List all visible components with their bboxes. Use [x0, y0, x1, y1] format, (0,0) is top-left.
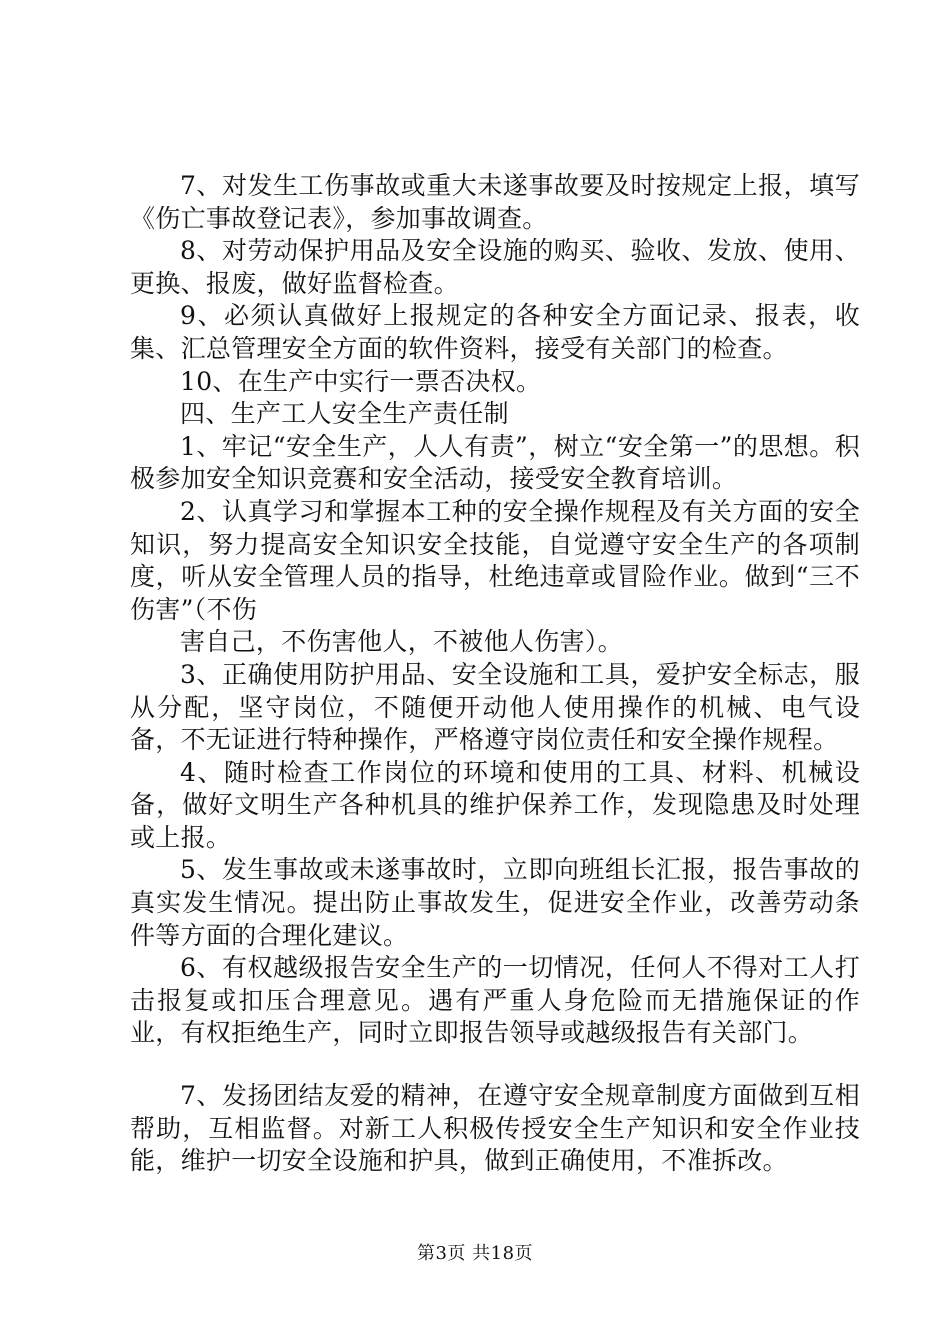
paragraph-item-1-remember-safety: 1、牢记“安全生产，人人有责”，树立“安全第一”的思想。积极参加安全知识竞赛和安全活动，接受安全教育培训。 [130, 431, 860, 494]
paragraph-item-7-mutual-help: 7、发扬团结友爱的精神，在遵守安全规章制度方面做到互相帮助，互相监督。对新工人积极传授安全生产知识和安全作业技能，维护一切安全设施和护具，做到正确使用，不准拆改。 [130, 1081, 860, 1176]
page-number-footer: 第3页 共18页 [416, 1243, 534, 1264]
paragraph-item-3-use-protection: 3、正确使用防护用品、安全设施和工具，爱护安全标志，服从分配，坚守岗位，不随便开动他人使用操作的机械、电气设备，不无证进行特种操作，严格遵守岗位责任和安全操作规程。 [130, 659, 860, 755]
paragraph-item-5-report-accident: 5、发生事故或未遂事故时，立即向班组长汇报，报告事故的真实发生情况。提出防止事故发生，促进安全作业，改善劳动条件等方面的合理化建议。 [130, 855, 860, 950]
paragraph-item-6-escalation-right: 6、有权越级报告安全生产的一切情况，任何人不得对工人打击报复或扣压合理意见。遇有严重人身危险而无措施保证的作业，有权拒绝生产，同时立即报告领导或越级报告有关部门。 [130, 953, 860, 1048]
document-body [130, 170, 860, 1178]
section-heading-worker-responsibility: 四、生产工人安全生产责任制 [180, 399, 509, 429]
paragraph-item-2-continuation: 害自己，不伤害他人，不被他人伤害）。 [180, 627, 623, 657]
paragraph-item-7-injury-report: 7、对发生工伤事故或重大未遂事故要及时按规定上报，填写《伤亡事故登记表》，参加事故调查。 [130, 171, 860, 233]
paragraph-item-4-inspect-workplace: 4、随时检查工作岗位的环境和使用的工具、材料、机械设备，做好文明生产各种机具的维护保养工作，发现隐患及时处理或上报。 [130, 757, 860, 852]
paragraph-item-10-veto-power: 10、在生产中实行一票否决权。 [180, 366, 542, 396]
paragraph-item-2-learn-procedures: 2、认真学习和掌握本工种的安全操作规程及有关方面的安全知识，努力提高安全知识安全技能，自觉遵守安全生产的各项制度，听从安全管理人员的指导，杜绝违章或冒险作业。做到“三不伤害”（不伤 [130, 496, 860, 624]
paragraph-item-9-safety-records: 9、必须认真做好上报规定的各种安全方面记录、报表，收集、汇总管理安全方面的软件资料，接受有关部门的检查。 [130, 301, 860, 363]
paragraph-item-8-protective-equipment: 8、对劳动保护用品及安全设施的购买、验收、发放、使用、更换、报废，做好监督检查。 [130, 236, 860, 298]
